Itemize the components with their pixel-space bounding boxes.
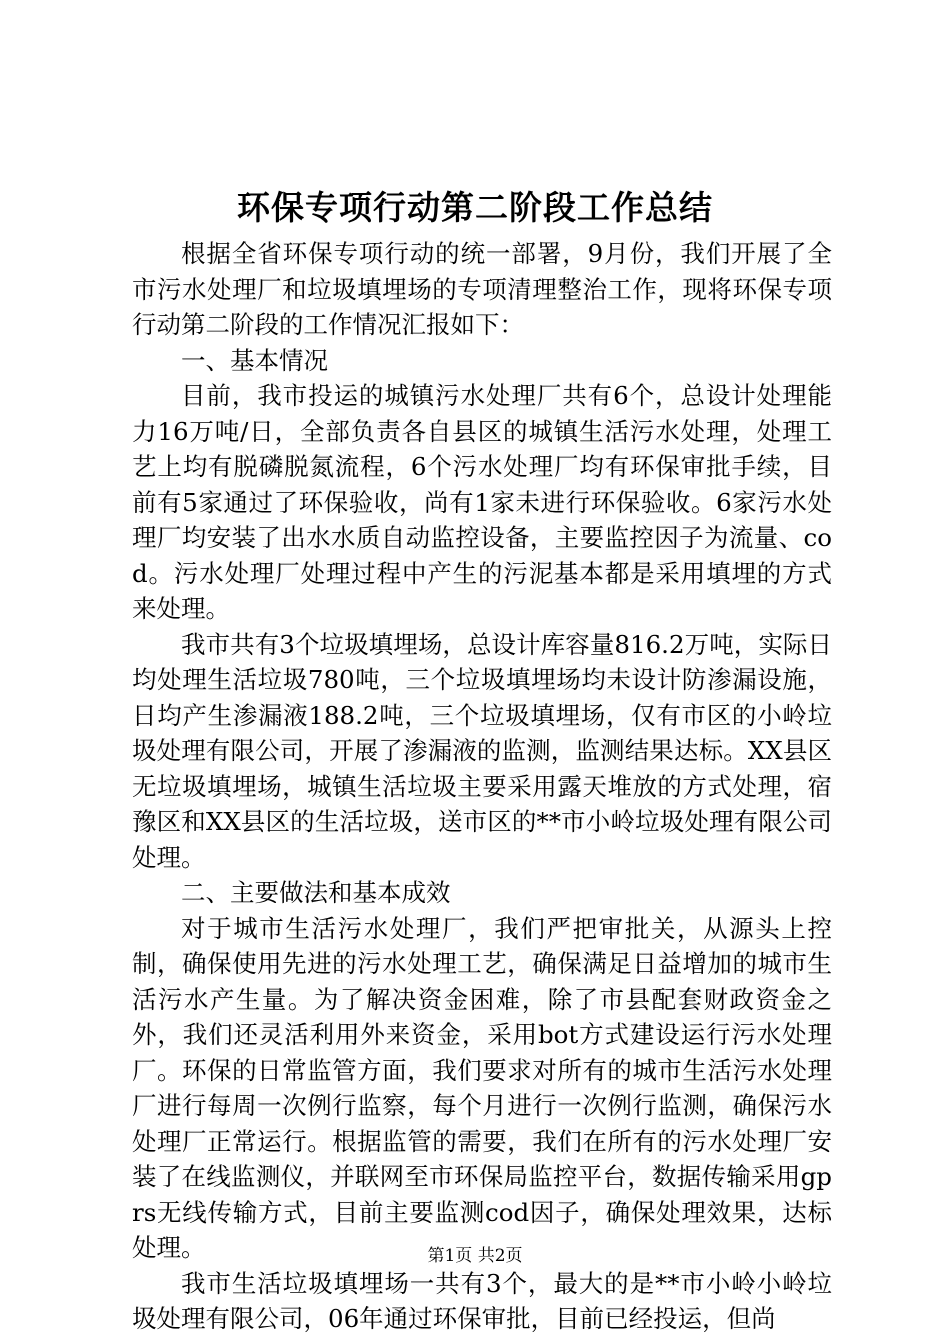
section-heading-basic: 一、基本情况 <box>181 345 328 375</box>
paragraph-landfills: 我市共有3个垃圾填埋场，总设计库容量816.2万吨，实际日均处理生活垃圾780吨，三个垃圾填埋场均未设计防渗漏设施，日均产生渗漏液188.2吨，三个垃圾填埋场，仅有市区的小岭垃圾处理有限公司，开展了渗漏液的监测，监测结果达标。XX县区无垃圾填埋场，城镇生活垃圾主要采用露天堆放的方式处理，宿豫区和XX县区的生活垃圾，送市区的**市小岭垃圾处理有限公司处理。 <box>132 629 832 872</box>
page-footer: 第1页 共2页 <box>427 1246 523 1266</box>
paragraph-intro: 根据全省环保专项行动的统一部署，9月份，我们开展了全市污水处理厂和垃圾填埋场的专项清理整治工作，现将环保专项行动第二阶段的工作情况汇报如下： <box>132 239 832 339</box>
document-body <box>132 236 832 1337</box>
section-heading-practices: 二、主要做法和基本成效 <box>181 878 451 907</box>
document-title: 环保专项行动第二阶段工作总结 <box>237 188 713 227</box>
paragraph-sewage-plants: 目前，我市投运的城镇污水处理厂共有6个，总设计处理能力16万吨/日，全部负责各自县区的城镇生活污水处理，处理工艺上均有脱磷脱氮流程，6个污水处理厂均有环保审批手续，目前有5家通过了环保验收，尚有1家未进行环保验收。6家污水处理厂均安装了出水水质自动监控设备，主要监控因子为流量、cod。污水处理厂处理过程中产生的污泥基本都是采用填埋的方式来处理。 <box>132 381 832 623</box>
paragraph-landfill-practices: 我市生活垃圾填埋场一共有3个，最大的是**市小岭小岭垃圾处理有限公司，06年通过环保审批，目前已经投运，但尚 <box>132 1268 832 1333</box>
paragraph-sewage-practices: 对于城市生活污水处理厂，我们严把审批关，从源头上控制，确保使用先进的污水处理工艺，确保满足日益增加的城市生活污水产生量。为了解决资金困难，除了市县配套财政资金之外，我们还灵活利用外来资金，采用bot方式建设运行污水处理厂。环保的日常监管方面，我们要求对所有的城市生活污水处理厂进行每周一次例行监察，每个月进行一次例行监测，确保污水处理厂正常运行。根据监管的需要，我们在所有的污水处理厂安装了在线监测仪，并联网至市环保局监控平台，数据传输采用gprs无线传输方式，目前主要监测cod因子，确保处理效果，达标处理。 <box>132 913 832 1262</box>
